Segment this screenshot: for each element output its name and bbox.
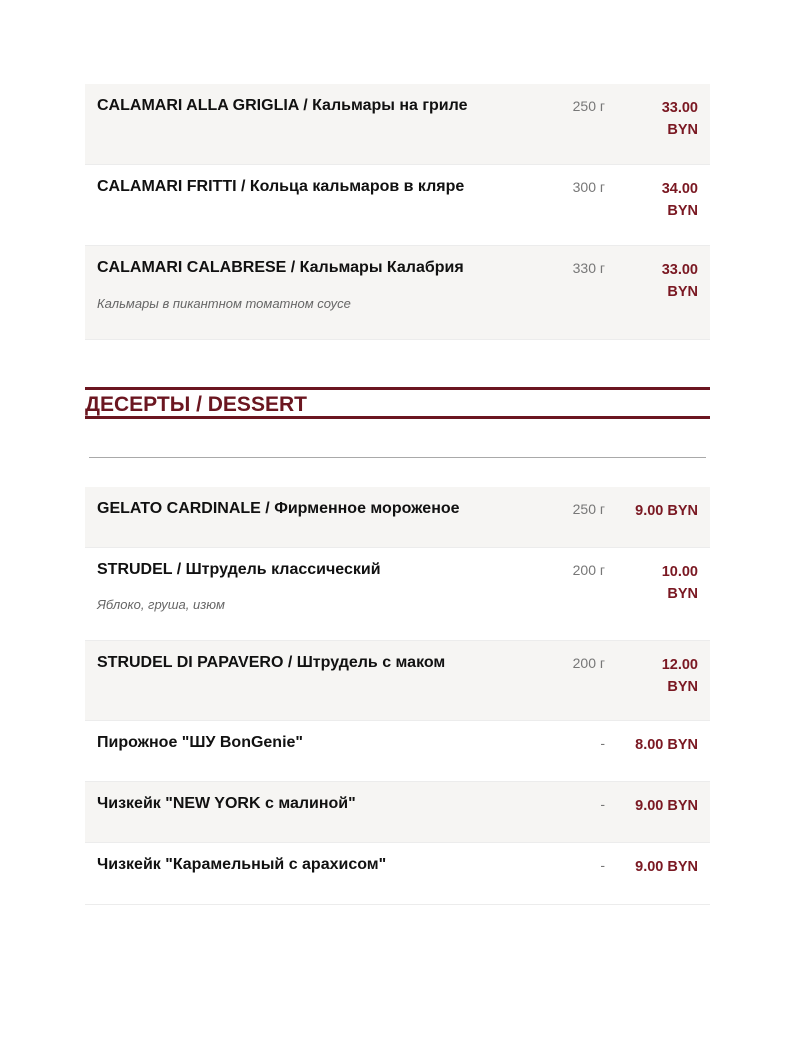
menu-item-row xyxy=(85,641,710,721)
menu-item-price: 9.00 BYN xyxy=(635,859,698,875)
menu-item-row xyxy=(85,843,710,905)
menu-item-row xyxy=(85,246,710,340)
menu-item-price xyxy=(648,561,698,605)
menu-item-weight: 250 г xyxy=(572,98,605,114)
menu-item-description: Кальмары в пикантном томатном соусе xyxy=(97,296,351,311)
menu-item-row xyxy=(85,548,710,641)
menu-item-price xyxy=(648,259,698,303)
section-divider xyxy=(89,457,706,458)
menu-item-price xyxy=(648,97,698,141)
price-currency: BYN xyxy=(667,284,698,300)
menu-item-row xyxy=(85,165,710,246)
seafood-menu-table xyxy=(85,84,710,340)
menu-item-price: 9.00 BYN xyxy=(635,503,698,519)
menu-item-name: CALAMARI CALABRESE / Кальмары Калабрия xyxy=(97,259,464,276)
menu-item-row xyxy=(85,84,710,165)
price-amount: 33.00 xyxy=(661,100,698,116)
price-amount: 33.00 xyxy=(661,262,698,278)
menu-item-name: GELATO CARDINALE / Фирменное мороженое xyxy=(97,500,460,517)
menu-item-weight: - xyxy=(600,735,605,751)
section-header-dessert xyxy=(85,387,710,419)
menu-item-name: STRUDEL DI PAPAVERO / Штрудель с маком xyxy=(97,654,446,671)
dessert-menu-table xyxy=(85,487,710,905)
price-amount: 10.00 xyxy=(661,564,698,580)
menu-item-weight: 200 г xyxy=(572,562,605,578)
menu-item-name: Пирожное "ШУ BonGenie" xyxy=(97,734,304,751)
menu-item-name: CALAMARI ALLA GRIGLIA / Кальмары на гриле xyxy=(97,97,468,114)
menu-item-name: STRUDEL / Штрудель классический xyxy=(97,561,381,578)
price-amount: 12.00 xyxy=(661,657,698,673)
price-amount: 34.00 xyxy=(661,181,698,197)
menu-item-name: Чизкейк "Карамельный с арахисом" xyxy=(97,856,387,873)
section-title: ДЕСЕРТЫ / DESSERT xyxy=(85,393,307,416)
menu-item-price xyxy=(648,654,698,698)
price-currency: BYN xyxy=(667,679,698,695)
menu-item-price: 8.00 BYN xyxy=(635,737,698,753)
menu-item-weight: 250 г xyxy=(572,501,605,517)
menu-item-name: Чизкейк "NEW YORK с малиной" xyxy=(97,795,356,812)
price-currency: BYN xyxy=(667,586,698,602)
menu-item-row xyxy=(85,721,710,782)
menu-item-weight: 300 г xyxy=(572,179,605,195)
menu-item-description: Яблоко, груша, изюм xyxy=(97,597,225,612)
menu-item-weight: 330 г xyxy=(572,260,605,276)
menu-item-row xyxy=(85,782,710,843)
price-currency: BYN xyxy=(667,203,698,219)
menu-item-weight: - xyxy=(600,796,605,812)
menu-item-weight: 200 г xyxy=(572,655,605,671)
price-currency: BYN xyxy=(667,122,698,138)
menu-item-price xyxy=(648,178,698,222)
menu-item-price: 9.00 BYN xyxy=(635,798,698,814)
menu-item-row xyxy=(85,487,710,548)
menu-item-weight: - xyxy=(600,857,605,873)
menu-item-name: CALAMARI FRITTI / Кольца кальмаров в кляре xyxy=(97,178,465,195)
